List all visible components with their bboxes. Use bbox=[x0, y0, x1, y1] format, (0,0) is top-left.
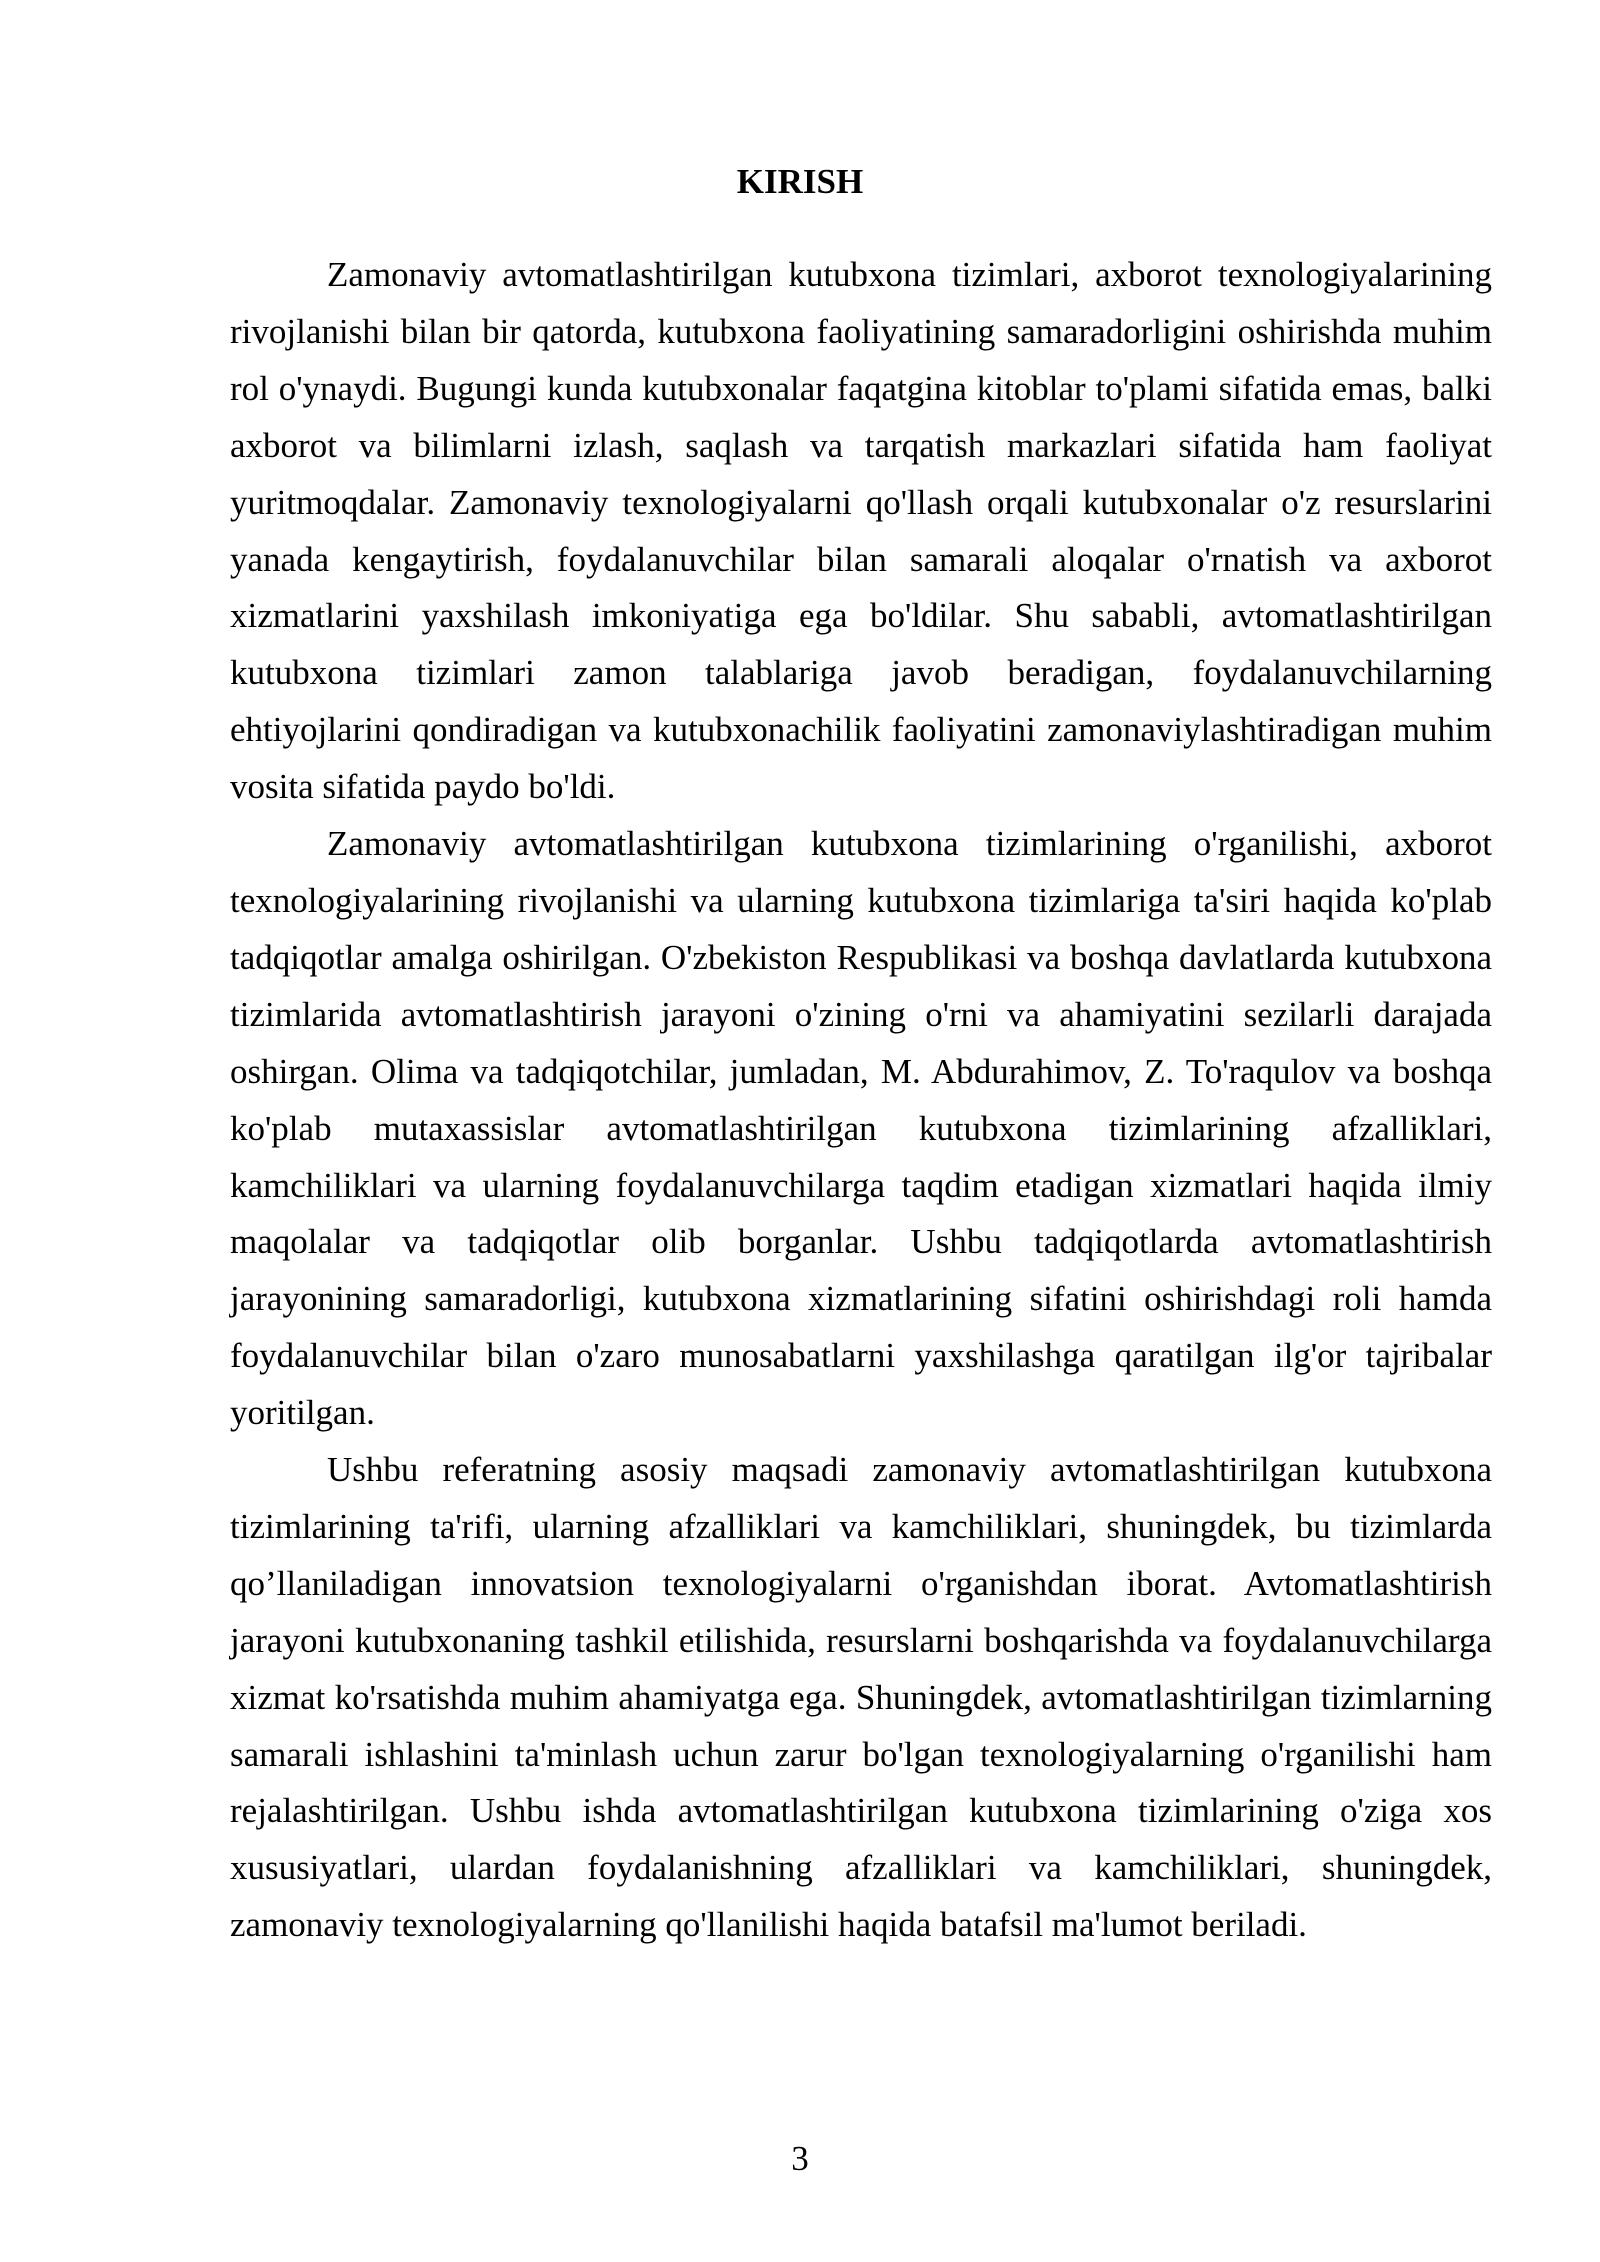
paragraph-2: Zamonaviy avtomatlashtirilgan kutubxona tizimlarining o'rganilishi, axborot texnologiyalarining rivojlanishi va ularning kutubxona tizimlariga ta'siri haqida ko'plab tadqiqotlar amalga oshirilgan. O'zbekiston Respublikasi va boshqa davlatlarda kutubxona tizimlarida avtomatlashtirish jarayoni o'zining o'rni va ahamiyatini sezilarli darajada oshirgan. Olima va tadqiqotchilar, jumladan, M. Abdurahimov, Z. To'raqulov va boshqa ko'plab mutaxassislar avtomatlashtirilgan kutubxona tizimlarining afzalliklari, kamchiliklari va ularning foydalanuvchilarga taqdim etadigan xizmatlari haqida ilmiy maqolalar va tadqiqotlar olib borganlar. Ushbu tadqiqotlarda avtomatlashtirish jarayonining samaradorligi, kutubxona xizmatlarining sifatini oshirishdagi roli hamda foydalanuvchilar bilan o'zaro munosabatlarni yaxshilashga qaratilgan ilg'or tajribalar yoritilgan. bbox=[230, 824, 1492, 1433]
body-text bbox=[230, 247, 1492, 1954]
page-number: 3 bbox=[791, 2139, 809, 2178]
paragraph-3: Ushbu referatning asosiy maqsadi zamonaviy avtomatlashtirilgan kutubxona tizimlarining ta'rifi, ularning afzalliklari va kamchiliklari, shuningdek, bu tizimlarda qo’llaniladigan innovatsion texnologiyalarni o'rganishdan iborat. Avtomatlashtirish jarayoni kutubxonaning tashkil etilishida, resurslarni boshqarishda va foydalanuvchilarga xizmat ko'rsatishda muhim ahamiyatga ega. Shuningdek, avtomatlashtirilgan tizimlarning samarali ishlashini ta'minlash uchun zarur bo'lgan texnologiyalarning o'rganilishi ham rejalashtirilgan. Ushbu ishda avtomatlashtirilgan kutubxona tizimlarining o'ziga xos xususiyatlari, ulardan foydalanishning afzalliklari va kamchiliklari, shuningdek, zamonaviy texnologiyalarning qo'llanilishi haqida batafsil ma'lumot beriladi. bbox=[230, 1450, 1492, 1945]
paragraph-1: Zamonaviy avtomatlashtirilgan kutubxona tizimlari, axborot texnologiyalarining rivojlanishi bilan bir qatorda, kutubxona faoliyatining samaradorligini oshirishda muhim rol o'ynaydi. Bugungi kunda kutubxonalar faqatgina kitoblar to'plami sifatida emas, balki axborot va bilimlarni izlash, saqlash va tarqatish markazlari sifatida ham faoliyat yuritmoqdalar. Zamonaviy texnologiyalarni qo'llash orqali kutubxonalar o'z resurslarini yanada kengaytirish, foydalanuvchilar bilan samarali aloqalar o'rnatish va axborot xizmatlarini yaxshilash imkoniyatiga ega bo'ldilar. Shu sababli, avtomatlashtirilgan kutubxona tizimlari zamon talablariga javob beradigan, foydalanuvchilarning ehtiyojlarini qondiradigan va kutubxonachilik faoliyatini zamonaviylashtiradigan muhim vosita sifatida paydo bo'ldi. bbox=[230, 255, 1492, 807]
section-heading: KIRISH bbox=[736, 162, 864, 201]
